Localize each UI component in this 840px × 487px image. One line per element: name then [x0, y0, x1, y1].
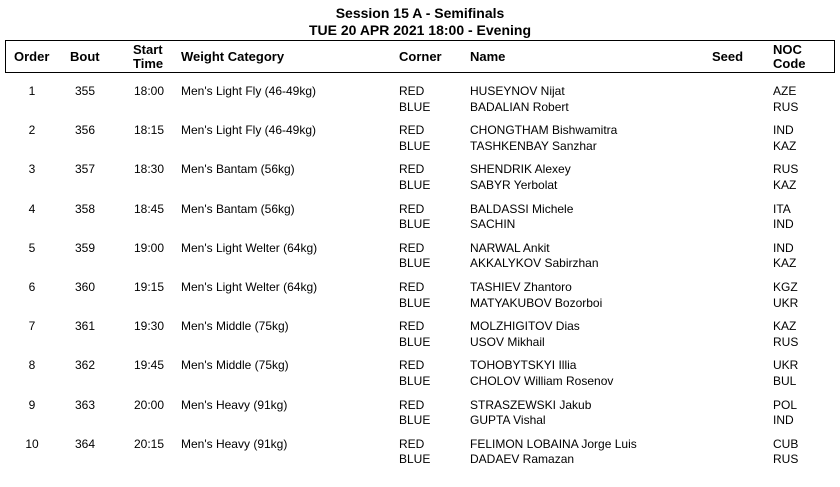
weight-category-cell: Men's Middle (75kg) — [181, 358, 289, 373]
bout-cell: 363 — [74, 397, 96, 412]
blue-noc-cell: KAZ — [773, 177, 797, 192]
red-corner-cell: RED — [399, 358, 425, 373]
red-name-cell: NARWAL Ankit — [470, 240, 550, 255]
order-cell: 4 — [28, 201, 36, 216]
blue-corner-cell: BLUE — [399, 452, 431, 467]
col-name: Name — [470, 49, 506, 64]
red-noc-cell: RUS — [773, 162, 799, 177]
blue-corner-cell: BLUE — [399, 373, 431, 388]
order-cell: 10 — [25, 436, 39, 451]
blue-noc-cell: KAZ — [773, 138, 797, 153]
red-noc-cell: UKR — [773, 358, 799, 373]
weight-category-cell: Men's Heavy (91kg) — [181, 397, 288, 412]
red-noc-cell: CUB — [773, 436, 799, 451]
red-corner-cell: RED — [399, 240, 425, 255]
red-name-cell: HUSEYNOV Nijat — [470, 84, 565, 98]
blue-name-cell: MATYAKUBOV Bozorboi — [470, 295, 603, 310]
blue-corner-cell: BLUE — [399, 217, 431, 232]
bout-cell: 364 — [74, 436, 96, 451]
red-name-cell: CHONGTHAM Bishwamitra — [470, 123, 618, 138]
time-cell: 18:15 — [134, 123, 165, 138]
weight-category-cell: Men's Heavy (91kg) — [181, 436, 288, 451]
order-cell: 6 — [28, 280, 36, 294]
blue-corner-cell: BLUE — [399, 334, 431, 349]
time-cell: 19:15 — [134, 280, 165, 294]
weight-category-cell: Men's Bantam (56kg) — [181, 201, 295, 216]
time-cell: 18:45 — [134, 201, 165, 216]
red-name-cell: SHENDRIK Alexey — [470, 162, 571, 177]
time-cell: 19:45 — [134, 358, 165, 373]
red-corner-cell: RED — [399, 201, 425, 216]
red-noc-cell: POL — [773, 397, 798, 412]
time-cell: 19:30 — [134, 319, 165, 334]
bout-cell: 356 — [74, 123, 96, 138]
time-cell: 18:30 — [134, 162, 165, 177]
time-cell: 20:00 — [134, 397, 165, 412]
blue-noc-cell: RUS — [773, 334, 799, 349]
blue-name-cell: USOV Mikhail — [470, 334, 545, 349]
red-noc-cell: AZE — [773, 84, 797, 98]
weight-category-cell: Men's Bantam (56kg) — [181, 162, 295, 177]
col-corner: Corner — [399, 49, 442, 64]
order-cell: 1 — [28, 84, 36, 98]
blue-noc-cell: IND — [773, 413, 794, 428]
order-cell: 9 — [28, 397, 36, 412]
time-cell: 20:15 — [134, 436, 165, 451]
blue-corner-cell: BLUE — [399, 256, 431, 271]
bout-cell: 355 — [74, 84, 96, 98]
blue-name-cell: BADALIAN Robert — [470, 99, 569, 114]
order-cell: 8 — [28, 358, 36, 373]
blue-corner-cell: BLUE — [399, 177, 431, 192]
bout-cell: 362 — [74, 358, 96, 373]
blue-noc-cell: RUS — [773, 452, 799, 467]
red-name-cell: BALDASSI Michele — [470, 201, 574, 216]
order-cell: 5 — [28, 240, 36, 255]
blue-noc-cell: IND — [773, 217, 794, 232]
session-title: Session 15 A - Semifinals — [335, 5, 505, 21]
blue-name-cell: DADAEV Ramazan — [470, 452, 575, 467]
col-bout: Bout — [70, 49, 100, 64]
bout-cell: 360 — [74, 280, 96, 294]
weight-category-cell: Men's Middle (75kg) — [181, 319, 289, 334]
red-noc-cell: IND — [773, 240, 794, 255]
col-seed: Seed — [712, 49, 744, 64]
bout-cell: 359 — [74, 240, 96, 255]
blue-corner-cell: BLUE — [399, 138, 431, 153]
col-time: Time — [133, 56, 164, 71]
red-name-cell: MOLZHIGITOV Dias — [470, 319, 580, 334]
red-name-cell: FELIMON LOBAINA Jorge Luis — [470, 436, 637, 451]
weight-category-cell: Men's Light Welter (64kg) — [181, 280, 318, 294]
blue-name-cell: GUPTA Vishal — [470, 413, 546, 428]
blue-name-cell: SABYR Yerbolat — [470, 177, 558, 192]
col-code: Code — [773, 56, 806, 71]
red-noc-cell: IND — [773, 123, 794, 138]
bout-cell: 357 — [74, 162, 96, 177]
blue-noc-cell: KAZ — [773, 256, 797, 271]
red-name-cell: TASHIEV Zhantoro — [470, 280, 572, 294]
red-name-cell: TOHOBYTSKYI Illia — [470, 358, 577, 373]
blue-name-cell: SACHIN — [470, 217, 516, 232]
red-corner-cell: RED — [399, 84, 425, 98]
weight-category-cell: Men's Light Welter (64kg) — [181, 240, 318, 255]
col-order: Order — [14, 49, 50, 64]
red-noc-cell: ITA — [773, 201, 791, 216]
blue-corner-cell: BLUE — [399, 413, 431, 428]
time-cell: 19:00 — [134, 240, 165, 255]
red-corner-cell: RED — [399, 162, 425, 177]
col-weight-category: Weight Category — [181, 49, 285, 64]
blue-noc-cell: BUL — [773, 373, 797, 388]
weight-category-cell: Men's Light Fly (46-49kg) — [181, 123, 317, 138]
order-cell: 7 — [28, 319, 36, 334]
blue-noc-cell: UKR — [773, 295, 799, 310]
bout-cell: 361 — [74, 319, 96, 334]
red-corner-cell: RED — [399, 280, 425, 294]
blue-name-cell: TASHKENBAY Sanzhar — [470, 138, 597, 153]
blue-noc-cell: RUS — [773, 99, 799, 114]
weight-category-cell: Men's Light Fly (46-49kg) — [181, 84, 317, 98]
red-name-cell: STRASZEWSKI Jakub — [470, 397, 592, 412]
blue-name-cell: CHOLOV William Rosenov — [470, 373, 614, 388]
col-start: Start — [133, 42, 163, 57]
blue-corner-cell: BLUE — [399, 295, 431, 310]
session-date: TUE 20 APR 2021 18:00 - Evening — [308, 22, 532, 38]
order-cell: 2 — [28, 123, 36, 138]
red-noc-cell: KAZ — [773, 319, 797, 334]
red-noc-cell: KGZ — [773, 280, 798, 294]
bout-cell: 358 — [74, 201, 96, 216]
red-corner-cell: RED — [399, 397, 425, 412]
red-corner-cell: RED — [399, 319, 425, 334]
time-cell: 18:00 — [134, 84, 165, 98]
order-cell: 3 — [28, 162, 36, 177]
col-noc: NOC — [773, 42, 802, 57]
red-corner-cell: RED — [399, 436, 425, 451]
blue-name-cell: AKKALYKOV Sabirzhan — [470, 256, 599, 271]
red-corner-cell: RED — [399, 123, 425, 138]
blue-corner-cell: BLUE — [399, 99, 431, 114]
table-header — [5, 40, 835, 73]
